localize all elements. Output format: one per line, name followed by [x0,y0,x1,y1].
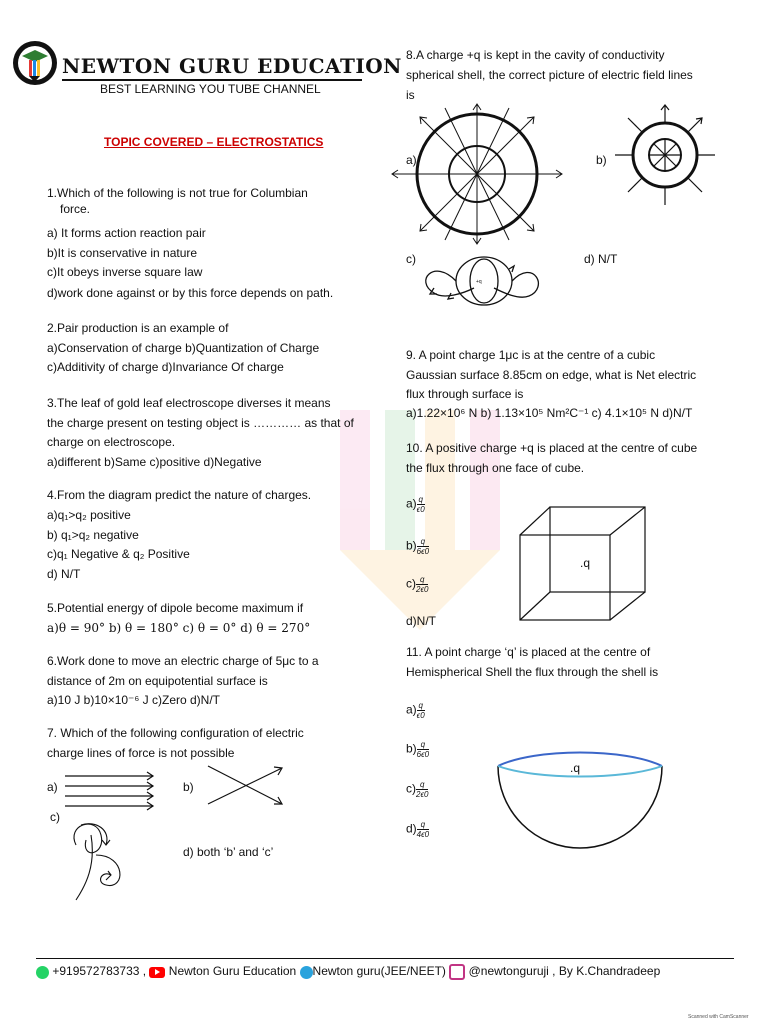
instagram-icon [449,964,465,980]
q4-option-a: a)q₁>q₂ positive [47,508,131,522]
q8-option-d: d) N/T [584,252,618,266]
q7-option-c: c) [50,810,60,824]
footer-telegram: Newton guru(JEE/NEET) [312,964,446,979]
q10-option-d: d)N/T [406,614,436,628]
brand-underline [62,79,362,81]
q6-stem-2: distance of 2m on equipotential surface is [47,674,268,688]
q5-stem: 5.Potential energy of dipole become maximum if [47,601,304,615]
q3-stem: 3.The leaf of gold leaf electroscope diverses it means [47,396,331,410]
q4-option-d: d) N/T [47,567,81,581]
q10-stem-2: the flux through one face of cube. [406,461,585,475]
footer-phone: +919572783733 [52,964,140,979]
q7-curved-lines-figure [66,815,136,905]
q10-option-a: a) $\frac{q}{\epsilon 0}$ [406,495,425,514]
scanner-mark: Scanned with CamScanner [688,1014,749,1020]
q2-options-cd: c)Additivity of charge d)Invariance Of charge [47,360,284,374]
footer-instagram: @newtonguruji , By K.Chandradeep [468,964,661,979]
logo-icon [12,40,58,86]
footer-youtube: Newton Guru Education [168,964,297,979]
youtube-icon [149,967,165,978]
q7-option-a: a) [47,780,58,794]
telegram-icon [300,966,313,979]
q9-stem-3: flux through surface is [406,387,524,401]
q3-options: a)different b)Same c)positive d)Negative [47,455,262,469]
tagline: BEST LEARNING YOU TUBE CHANNEL [100,82,321,96]
q3-stem-2: the charge present on testing object is ………… as that of [47,416,354,430]
q9-stem-2: Gaussian surface 8.85cm on edge, what is Net electric [406,368,697,382]
q4-option-c: c)q₁ Negative & q₂ Positive [47,547,190,561]
q11-stem-2: Hemispherical Shell the flux through the shell is [406,665,659,679]
q1-stem-cont: force. [60,202,91,216]
q3-stem-3: charge on electroscope. [47,435,176,449]
topic-heading: TOPIC COVERED – ELECTROSTATICS [104,135,324,149]
q4-option-b: b) q₁>q₂ negative [47,528,139,542]
q1-option-d: d)work done against or by this force depends on path. [47,286,334,300]
q7-option-d: d) both ‘b’ and ‘c’ [183,845,274,859]
q1-stem: 1.Which of the following is not true for Columbian [47,186,308,200]
q1-option-a: a) It forms action reaction pair [47,226,206,240]
q8-option-c: c) [406,252,416,266]
q8-option-b: b) [596,153,607,167]
whatsapp-icon [36,966,49,979]
footer-rule [36,958,734,959]
q6-stem: 6.Work done to move an electric charge of 5μc to a [47,654,319,668]
q10-option-c: c) $\frac{q}{2\epsilon 0}$ [406,575,429,594]
q2-options-ab: a)Conservation of charge b)Quantization of Charge [47,341,320,355]
q5-options: a)θ = 90° b) θ = 180° c) θ = 0° d) θ = 270° [47,621,311,635]
q11-option-b: b) $\frac{q}{6\epsilon 0}$ [406,740,430,759]
q1-option-b: b)It is conservative in nature [47,246,198,260]
q8-stem-2: spherical shell, the correct picture of electric field lines [406,68,693,82]
q8-figure-c [424,248,544,308]
q8-option-a: a) [406,153,417,167]
q7-option-b: b) [183,780,194,794]
q9-stem: 9. A point charge 1μc is at the centre of a cubic [406,348,656,362]
q8-charge-label: +q [476,279,482,285]
q9-options: a)1.22×10⁶ N b) 1.13×10⁵ Nm²C⁻¹ c) 4.1×10⁵ N d)N/T [406,406,693,420]
q6-options: a)10 J b)10×10⁻⁶ J c)Zero d)N/T [47,693,221,707]
q10-stem: 10. A positive charge +q is placed at the centre of cube [406,441,698,455]
q2-stem: 2.Pair production is an example of [47,321,229,335]
brand-title: NEWTON GURU EDUCATION [62,54,402,78]
q4-stem: 4.From the diagram predict the nature of charges. [47,488,312,502]
q7-crossing-lines-figure [208,762,288,812]
q7-parallel-lines-figure [65,770,160,815]
q11-charge-point: .q [570,761,581,775]
q8-figure-b [610,103,720,208]
q1-option-c: c)It obeys inverse square law [47,265,203,279]
q11-option-c: c) $\frac{q}{2\epsilon 0}$ [406,780,429,799]
q7-stem: 7. Which of the following configuration of electric [47,726,304,740]
q10-option-b: b) $\frac{q}{6\epsilon 0}$ [406,537,430,556]
q8-stem-3: is [406,88,415,102]
q11-option-d: d) $\frac{q}{4\epsilon 0}$ [406,820,430,839]
q10-charge-point: .q [580,556,591,570]
q11-stem: 11. A point charge ‘q’ is placed at the centre of [406,645,651,659]
q11-option-a: a) $\frac{q}{\epsilon 0}$ [406,701,425,720]
footer-contacts: +919572783733 , Newton Guru Education Newton guru(JEE/NEET) @newtonguruji , By K.Chandradeep [36,964,660,980]
q7-stem-2: charge lines of force is not possible [47,746,235,760]
q8-stem: 8.A charge +q is kept in the cavity of conductivity [406,48,665,62]
q8-figure-a [390,102,565,247]
